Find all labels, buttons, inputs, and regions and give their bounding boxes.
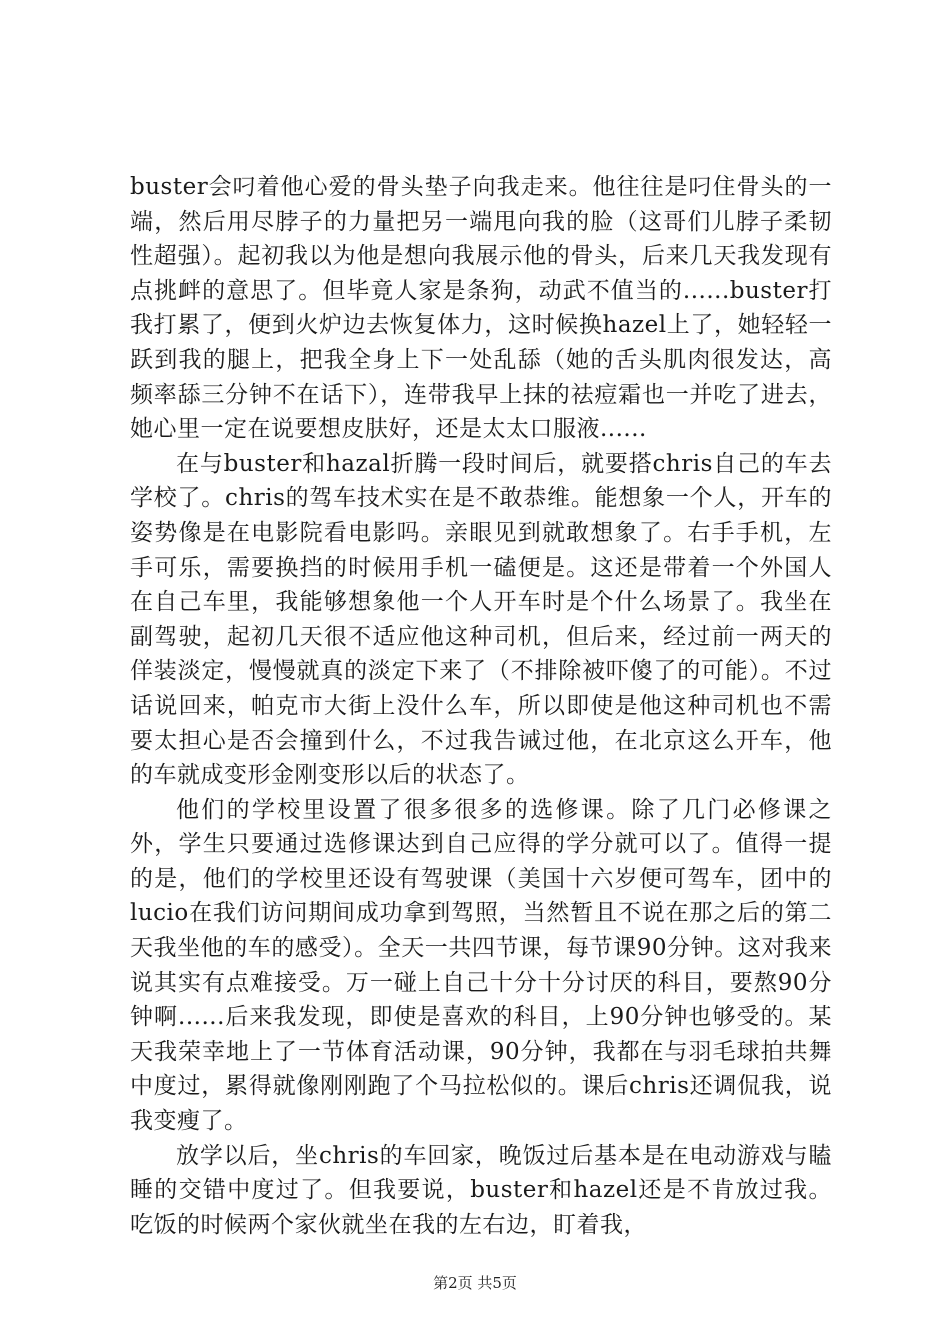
paragraph-3: 他们的学校里设置了很多很多的选修课。除了几门必修课之外，学生只要通过选修课达到自己应得的学分就可以了。值得一提的是，他们的学校里还设有驾驶课（美国十六岁便可驾车，团中的lucio在我们访问期间成功拿到驾照，当然暂且不说在那之后的第二天我坐他的车的感受）。全天一共四节课，每节课90分钟。这对我来说其实有点难接受。万一碰上自己十分十分讨厌的科目，要熬90分钟啊......后来我发现，即使是喜欢的科目，上90分钟也够受的。某天我荣幸地上了一节体育活动课，90分钟，我都在与羽毛球拍共舞中度过，累得就像刚刚跑了个马拉松似的。课后chris还调侃我，说我变瘦了。	[130, 796, 832, 1135]
page-number-footer: 第2页 共5页	[433, 1274, 517, 1292]
paragraph-4: 放学以后，坐chris的车回家，晚饭过后基本是在电动游戏与瞌睡的交错中度过了。但我要说，buster和hazel还是不肯放过我。吃饭的时候两个家伙就坐在我的左右边，盯着我，	[130, 1142, 832, 1238]
paragraph-1: buster会叼着他心爱的骨头垫子向我走来。他往往是叼住骨头的一端，然后用尽脖子的力量把另一端甩向我的脸（这哥们儿脖子柔韧性超强）。起初我以为他是想向我展示他的骨头，后来几天我发现有点挑衅的意思了。但毕竟人家是条狗，动武不值当的......buster打我打累了，便到火炉边去恢复体力，这时候换hazel上了，她轻轻一跃到我的腿上，把我全身上下一处乱舔（她的舌头肌肉很发达，高频率舔三分钟不在话下），连带我早上抹的祛痘霜也一并吃了进去，她心里一定在说要想皮肤好，还是太太口服液......	[130, 174, 832, 443]
paragraph-2: 在与buster和hazal折腾一段时间后，就要搭chris自己的车去学校了。chris的驾车技术实在是不敢恭维。能想象一个人，开车的姿势像是在电影院看电影吗。亲眼见到就敢想象了。右手手机，左手可乐，需要换挡的时候用手机一磕便是。这还是带着一个外国人在自己车里，我能够想象他一个人开车时是个什么场景了。我坐在副驾驶，起初几天很不适应他这种司机，但后来，经过前一两天的佯装淡定，慢慢就真的淡定下来了（不排除被吓傻了的可能）。不过话说回来，帕克市大街上没什么车，所以即使是他这种司机也不需要太担心是否会撞到什么，不过我告诫过他，在北京这么开车，他的车就成变形金刚变形以后的状态了。	[130, 450, 832, 789]
document-body	[130, 170, 832, 1242]
